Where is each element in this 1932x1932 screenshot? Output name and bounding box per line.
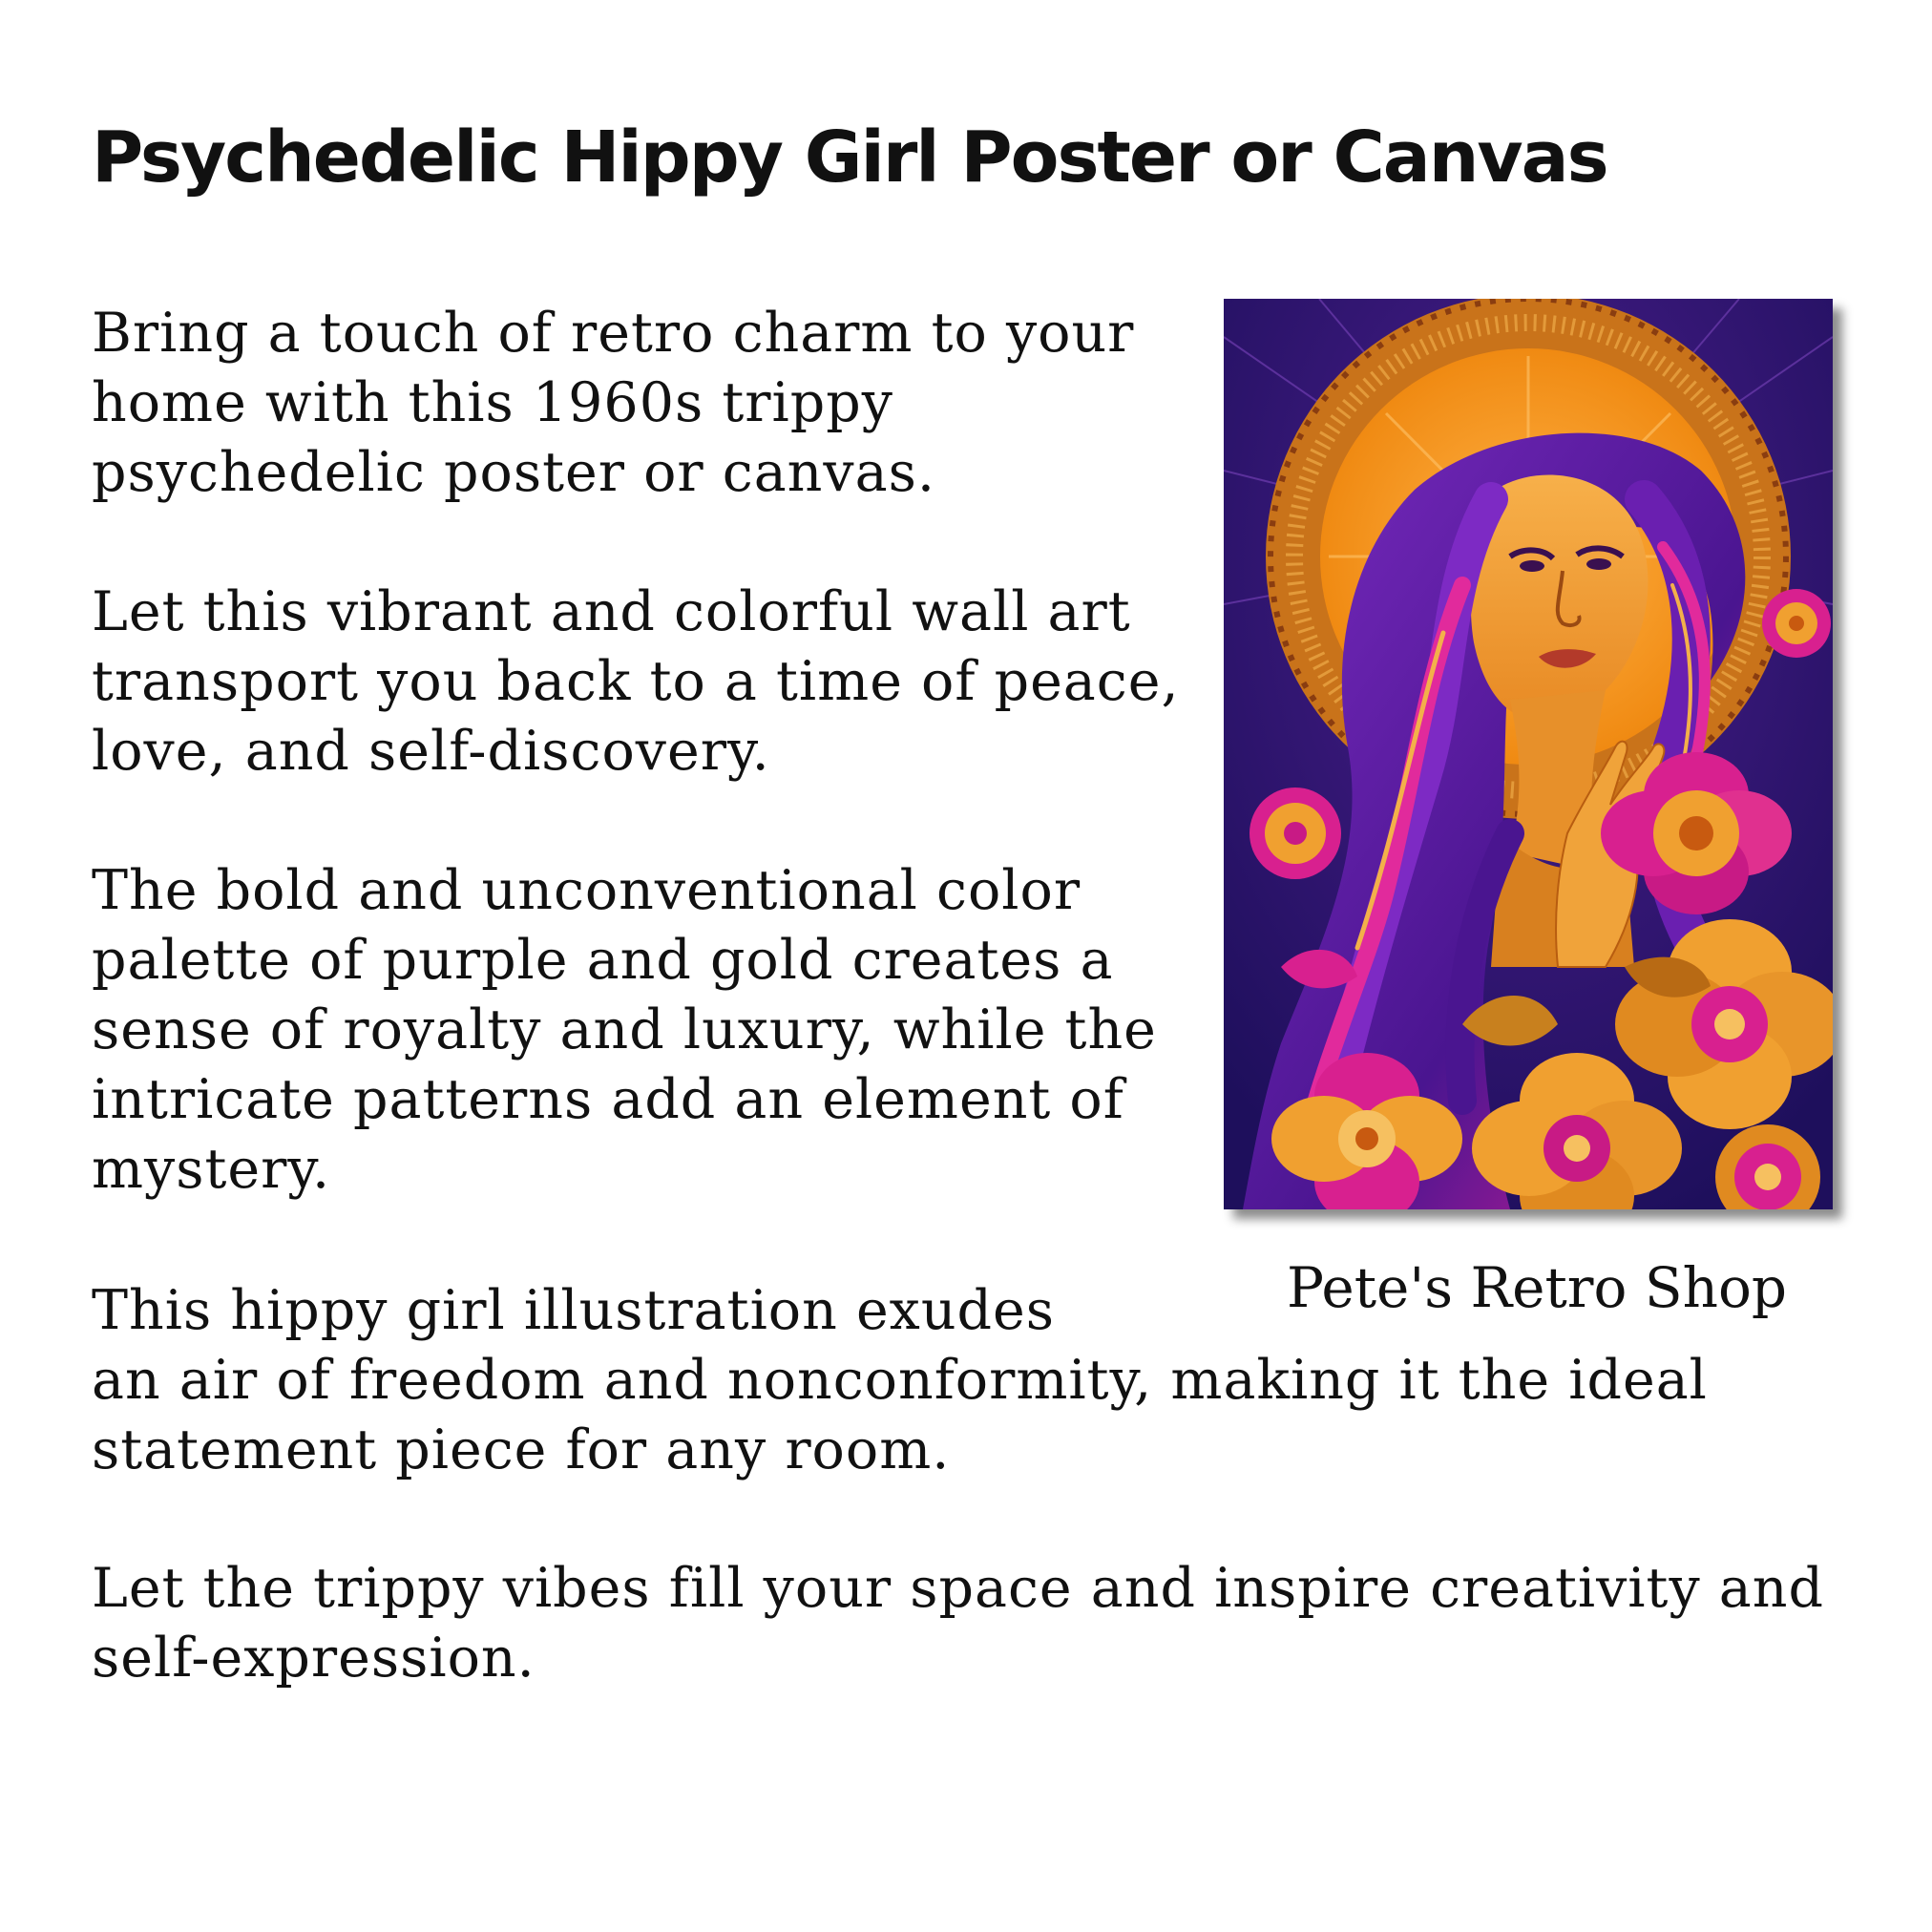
paragraph-intro: Bring a touch of retro charm to your home with this 1960s trippy psychedelic poster or canvas. [92, 302, 1135, 504]
paragraph-illustration-line1: This hippy girl illustration exudes [92, 1279, 1056, 1342]
paragraph-vibes: Let the trippy vibes fill your space and inspire creativity and self-expression. [92, 1557, 1824, 1690]
paragraph-illustration-rest: an air of freedom and nonconformity, making it the ideal statement piece for any room. [92, 1349, 1708, 1481]
paragraph-palette: The bold and unconventional color palette of purple and gold creates a sense of royalty and luxury, while the intricate patterns add an element of mystery. [92, 859, 1157, 1201]
poster-illustration [1224, 299, 1833, 1209]
shop-caption: Pete's Retro Shop [1286, 1255, 1788, 1320]
page-title: Psychedelic Hippy Girl Poster or Canvas [92, 116, 1607, 199]
paragraph-transport: Let this vibrant and colorful wall art transport you back to a time of peace, love, and self-discovery. [92, 580, 1180, 783]
poster-artwork [1224, 299, 1833, 1209]
